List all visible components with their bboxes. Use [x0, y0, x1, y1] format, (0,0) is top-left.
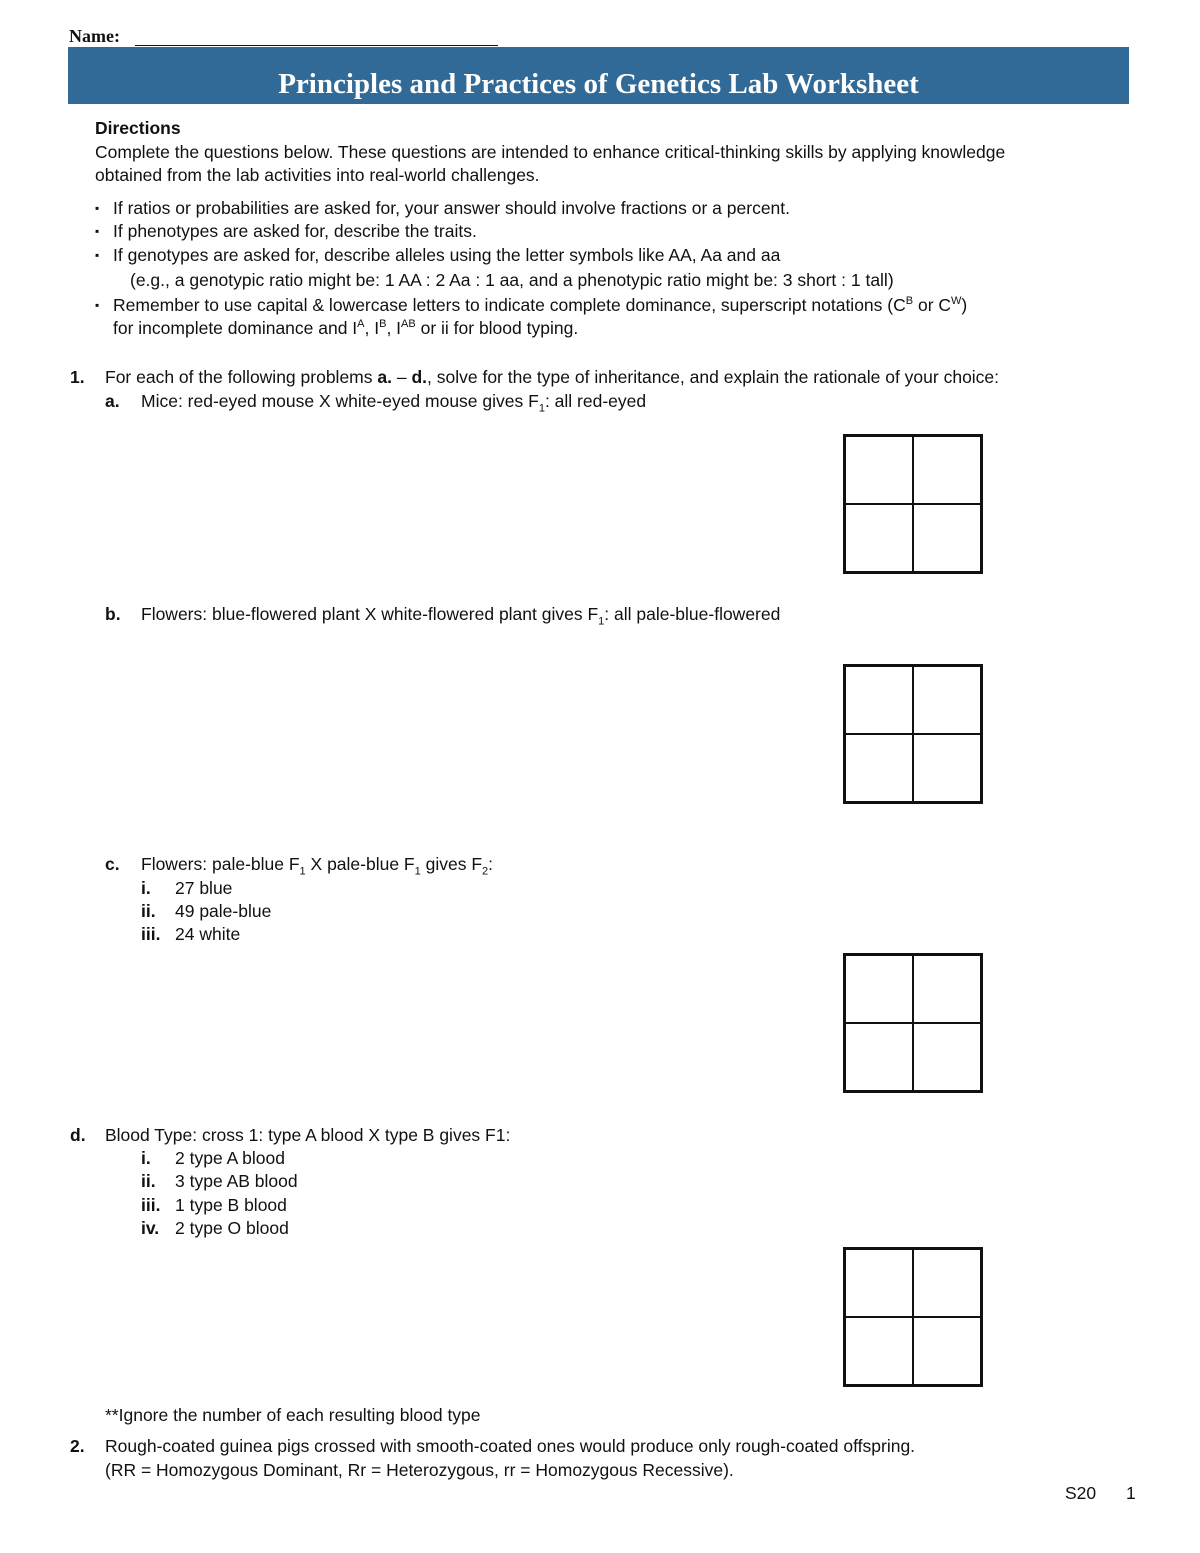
q1c-prompt: gives F [420, 854, 483, 874]
superscript: AB [401, 318, 416, 331]
q1c-item-num: i. [141, 878, 151, 898]
directions-bullet-4 [95, 294, 967, 317]
punnett-cell[interactable] [845, 1023, 913, 1091]
name-blank-line[interactable] [135, 45, 498, 46]
bullet-text: If phenotypes are asked for, describe the traits. [113, 221, 477, 241]
q1-prompt [105, 366, 999, 389]
punnett-cell[interactable] [913, 504, 981, 572]
bullet-text: , I [364, 318, 380, 338]
directions-line-2: obtained from the lab activities into real-world challenges. [95, 165, 540, 185]
directions-bullet-2 [95, 220, 477, 243]
directions-line-1: Complete the questions below. These questions are intended to enhance critical-thinking skills by applying knowledge [95, 142, 1006, 162]
q1d-text: Blood Type: cross 1: type A blood X type B gives F1: [105, 1125, 511, 1145]
bullet-text: or ii for blood typing. [415, 318, 579, 338]
bullet-icon: ▪ [95, 298, 100, 312]
q1c-text [141, 853, 493, 876]
punnett-cell[interactable] [845, 504, 913, 572]
subscript: 1 [598, 615, 605, 628]
q1a-text [141, 390, 646, 413]
q1-text: For each of the following problems [105, 367, 378, 387]
q1a-prompt: Mice: red-eyed mouse X white-eyed mouse gives F [141, 391, 539, 411]
q1d-item-num: iii. [141, 1195, 161, 1215]
bullet-text: Remember to use capital & lowercase letters to indicate complete dominance, superscript notations (C [113, 295, 906, 315]
q2-number: 2. [70, 1436, 85, 1456]
punnett-cell[interactable] [913, 666, 981, 734]
q1-bold-a: a. [377, 367, 392, 387]
punnett-cell[interactable] [845, 436, 913, 504]
superscript: B [379, 318, 387, 331]
bullet-text: If ratios or probabilities are asked for, your answer should involve fractions or a percent. [113, 198, 791, 218]
subscript: 1 [414, 865, 421, 878]
q1c-label: c. [105, 854, 120, 874]
punnett-cell[interactable] [845, 1249, 913, 1317]
q1a-label: a. [105, 391, 120, 411]
directions-bullet-3 [95, 244, 780, 267]
bullet-text: If genotypes are asked for, describe alleles using the letter symbols like AA, Aa and aa [113, 245, 781, 265]
subscript: 2 [482, 865, 489, 878]
directions-heading: Directions [95, 118, 181, 138]
q1d-note: **Ignore the number of each resulting blood type [105, 1405, 481, 1425]
punnett-cell[interactable] [913, 436, 981, 504]
bullet-text: or C [913, 295, 952, 315]
q1c-item-text: 27 blue [175, 878, 233, 898]
superscript: W [951, 295, 962, 308]
footer-code: S20 [1065, 1483, 1097, 1503]
superscript: B [905, 295, 914, 308]
directions-bullet-4-line-2 [113, 317, 578, 340]
q1c-prompt: : [488, 854, 494, 874]
q1c-item-text: 49 pale-blue [175, 901, 272, 921]
subscript: 1 [299, 865, 306, 878]
punnett-square-a[interactable] [843, 434, 983, 574]
bullet-icon: ▪ [95, 224, 100, 238]
q1c-item-num: iii. [141, 924, 161, 944]
title-banner [68, 47, 1129, 104]
q1-number: 1. [70, 367, 85, 387]
punnett-square-c[interactable] [843, 953, 983, 1093]
punnett-cell[interactable] [913, 1317, 981, 1385]
q1d-label: d. [70, 1125, 86, 1145]
bullet-icon: ▪ [95, 248, 100, 262]
q1-bold-d: d. [411, 367, 428, 387]
q1d-item-text: 1 type B blood [175, 1195, 287, 1215]
bullet-text: , I [386, 318, 402, 338]
punnett-cell[interactable] [913, 955, 981, 1023]
superscript: A [357, 318, 365, 331]
q1d-item-text: 2 type A blood [175, 1148, 285, 1168]
subscript: 1 [538, 402, 545, 415]
punnett-cell[interactable] [913, 734, 981, 802]
q1a-prompt-end: : all red-eyed [544, 391, 647, 411]
q2-line-1: Rough-coated guinea pigs crossed with smooth-coated ones would produce only rough-coated offspring. [105, 1436, 916, 1456]
punnett-square-d[interactable] [843, 1247, 983, 1387]
directions-example: (e.g., a genotypic ratio might be: 1 AA : 2 Aa : 1 aa, and a phenotypic ratio might be: 3 short : 1 tall) [130, 270, 894, 290]
q1b-prompt-end: : all pale-blue-flowered [604, 604, 781, 624]
punnett-cell[interactable] [845, 734, 913, 802]
q1c-prompt: X pale-blue F [305, 854, 415, 874]
page-number: 1 [1126, 1483, 1136, 1503]
q1-dash: – [391, 367, 412, 387]
punnett-cell[interactable] [913, 1023, 981, 1091]
bullet-text: for incomplete dominance and I [113, 318, 358, 338]
q1b-label: b. [105, 604, 121, 624]
q1d-item-num: i. [141, 1148, 151, 1168]
punnett-cell[interactable] [845, 1317, 913, 1385]
q1d-item-text: 2 type O blood [175, 1218, 289, 1238]
bullet-icon: ▪ [95, 201, 100, 215]
page-title: Principles and Practices of Genetics Lab Worksheet [278, 68, 919, 100]
punnett-cell[interactable] [845, 955, 913, 1023]
q1c-item-text: 24 white [175, 924, 241, 944]
q1d-item-text: 3 type AB blood [175, 1171, 298, 1191]
q1c-prompt: Flowers: pale-blue F [141, 854, 300, 874]
bullet-text: ) [961, 295, 968, 315]
q1d-item-num: ii. [141, 1171, 156, 1191]
q1b-text [141, 603, 780, 626]
name-label: Name: [69, 26, 120, 46]
q1-text: , solve for the type of inheritance, and explain the rationale of your choice: [427, 367, 1000, 387]
directions-bullet-1 [95, 197, 790, 220]
punnett-cell[interactable] [845, 666, 913, 734]
punnett-square-b[interactable] [843, 664, 983, 804]
q2-line-2: (RR = Homozygous Dominant, Rr = Heterozygous, rr = Homozygous Recessive). [105, 1460, 734, 1480]
punnett-cell[interactable] [913, 1249, 981, 1317]
q1b-prompt: Flowers: blue-flowered plant X white-flowered plant gives F [141, 604, 599, 624]
q1c-item-num: ii. [141, 901, 156, 921]
q1d-item-num: iv. [141, 1218, 160, 1238]
